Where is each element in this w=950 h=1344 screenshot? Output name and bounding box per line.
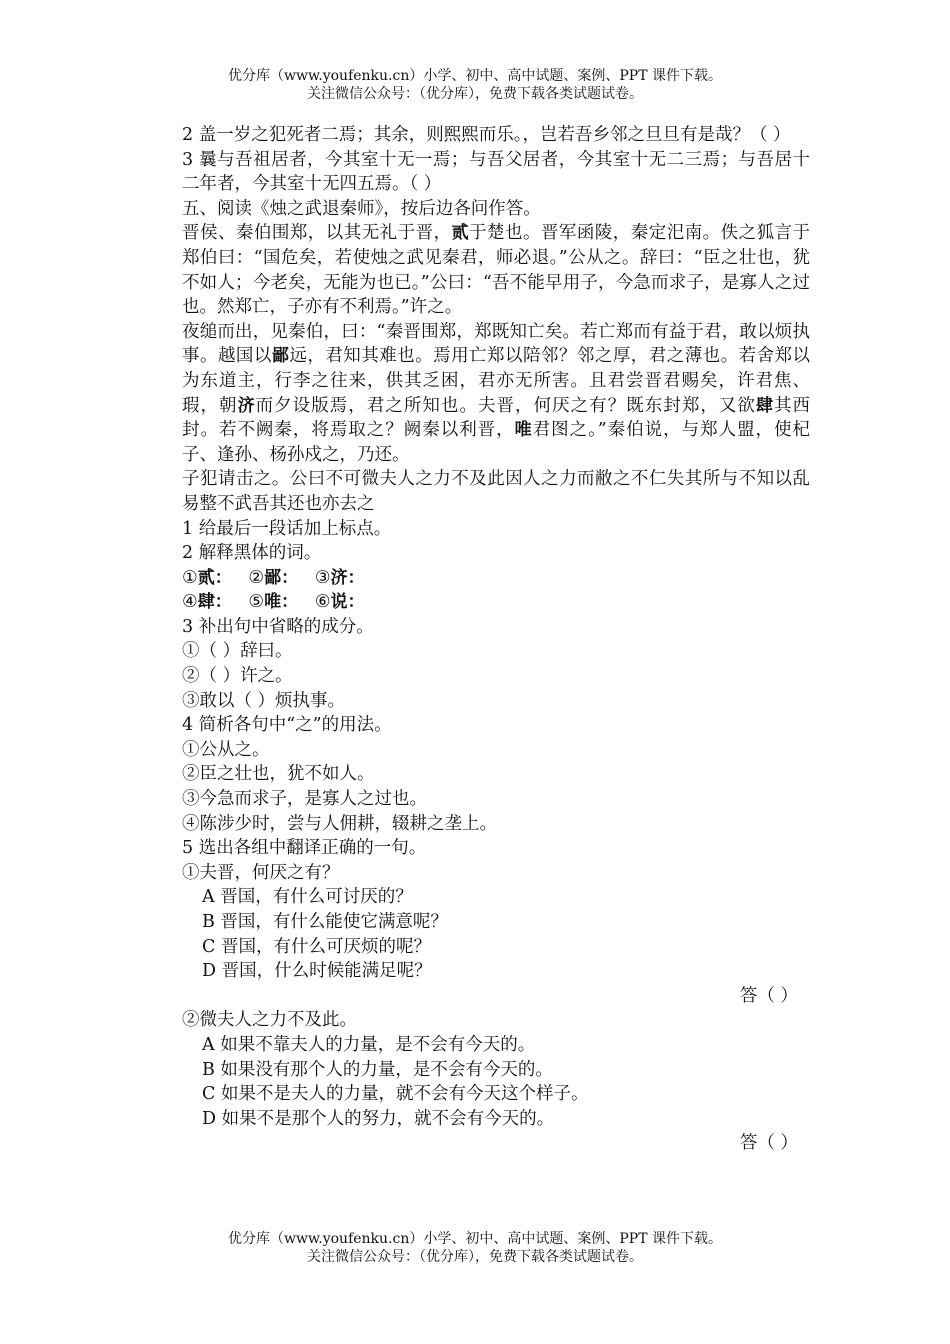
header-line-2: 关注微信公众号：（优分库），免费下载各类试题试卷。 (307, 86, 643, 102)
question-4-item: ④陈涉少时，尝与人佣耕，辍耕之垄上。 (182, 813, 497, 834)
page-footer (0, 1230, 950, 1266)
q4-item-2: 2 盖一岁之犯死者二焉；其余，则熙熙而乐。，岂若吾乡邻之旦旦有是哉？（ ） (182, 125, 791, 145)
passage-text: 君图之。”秦伯说，与郑人盟，使杞子、逢孙、杨孙戍之，乃还。 (182, 420, 811, 465)
term-er: 贰： (197, 567, 232, 588)
question-4: 4 简析各句中“之”的用法。 (182, 715, 392, 736)
term-shuo: 说： (330, 592, 365, 613)
header-line-1: 优分库（www.youfenku.cn）小学、初中、高中试题、案例、PPT 课件下载。 (227, 68, 722, 84)
answer-blank: 答（ ） (739, 985, 798, 1006)
bold-word-wei: 唯 (514, 420, 533, 441)
passage-paragraph-2 (145, 320, 810, 468)
term-ji: 济： (330, 567, 365, 588)
option-a: A 晋国，有什么可讨厌的？ (202, 887, 413, 908)
passage-text: 而夕设版焉，君之所知也。夫晋，何厌之有？既东封郑，又欲 (255, 395, 756, 416)
term-si: 肆： (197, 592, 232, 613)
question-3-item: ①（ ）辞曰。 (182, 641, 293, 662)
passage-paragraph-3: 子犯请击之。公曰不可微夫人之力不及此因人之力而敝之不仁失其所与不知以乱易整不武吾其还也亦去之 (182, 469, 810, 514)
passage-text: 远，君知其难也。焉用亡郑以陪邻？邻之厚，君之薄也。若舍郑以为东道主，行李之往来，供其乏困，君亦无所害。且君尝晋君赐矣，许君焦、瑕，朝 (182, 346, 811, 416)
option-c: C 晋国，有什么可厌烦的呢？ (202, 936, 431, 957)
option-b: B 晋国，有什么能使它满意呢？ (202, 912, 448, 932)
passage-paragraph-1 (145, 221, 810, 319)
option-b: B 如果没有那个人的力量，是不会有今天的。 (202, 1059, 553, 1080)
footer-line-2: 关注微信公众号：（优分库），免费下载各类试题试卷。 (307, 1249, 643, 1265)
footer-line-1: 优分库（www.youfenku.cn）小学、初中、高中试题、案例、PPT 课件下载。 (227, 1231, 722, 1247)
question-5-2-stem: ②微夫人之力不及此。 (182, 1010, 357, 1031)
bold-word-si: 肆 (755, 395, 774, 416)
page-header (0, 67, 950, 103)
term-bi: 鄙： (264, 567, 299, 588)
passage-text: 晋侯、秦伯围郑，以其无礼于晋， (182, 223, 452, 244)
question-4-item: ③今急而求子，是寡人之过也。 (182, 789, 427, 810)
passage-text: 于楚也。晋军函陵，秦定汜南。佚之狐言于郑伯曰：“国危矣，若使烛之武见秦君，师必退。”公从之。辞曰：“臣之壮也，犹不如人；今老矣，无能为也已。”公曰：“吾不能早用子，今急而求子，是寡人之过也。然郑亡，子亦有不利焉。”许之。 (182, 223, 811, 318)
question-2-row-1 (145, 566, 810, 591)
passage-text: 其西封。若不阙秦，将焉取之？阙秦以利晋， (182, 395, 811, 441)
item-number: ③ (314, 567, 331, 588)
option-d: D 如果不是那个人的努力，就不会有今天的。 (202, 1108, 555, 1129)
question-1: 1 给最后一段话加上标点。 (182, 518, 392, 539)
q4-item-3: 3 曩与吾祖居者，今其室十无一焉；与吾父居者，今其室十无二三焉；与吾居十二年者，今其室十无四五焉。（ ） (182, 149, 810, 195)
bold-word-bi: 鄙 (271, 346, 290, 367)
bold-word-er: 贰 (451, 223, 470, 244)
question-5-1-stem: ①夫晋，何厌之有？ (182, 862, 340, 883)
question-3-item: ③敢以（ ）烦执事。 (182, 690, 346, 711)
option-c: C 如果不是夫人的力量，就不会有今天这个样子。 (202, 1084, 589, 1105)
question-2-row-2 (145, 590, 810, 615)
question-2: 2 解释黑体的词。 (182, 543, 322, 564)
question-3: 3 补出句中省略的成分。 (182, 616, 374, 637)
option-d: D 晋国，什么时候能满足呢？ (202, 961, 432, 982)
question-5: 5 选出各组中翻译正确的一句。 (182, 838, 427, 859)
option-a: A 如果不靠夫人的力量，是不会有今天的。 (202, 1034, 536, 1055)
section-5-title: 五、阅读《烛之武退秦师》，按后边各问作答。 (182, 198, 541, 219)
term-wei: 唯： (264, 592, 299, 613)
item-number: ② (248, 567, 265, 588)
question-3-item: ②（ ）许之。 (182, 666, 293, 687)
document-body (145, 123, 810, 1156)
bold-word-ji: 济 (237, 395, 256, 416)
question-4-item: ②臣之壮也，犹不如人。 (182, 764, 375, 785)
item-number: ① (182, 567, 198, 588)
question-4-item: ①公从之。 (182, 739, 270, 760)
item-number: ⑥ (314, 592, 331, 613)
answer-blank: 答（ ） (739, 1133, 798, 1154)
passage-text: 夜缒而出，见秦伯，曰：“秦晋围郑，郑既知亡矣。若亡郑而有益于君，敢以烦执事。越国以 (182, 321, 810, 367)
item-number: ④ (182, 592, 198, 613)
item-number: ⑤ (248, 592, 265, 613)
